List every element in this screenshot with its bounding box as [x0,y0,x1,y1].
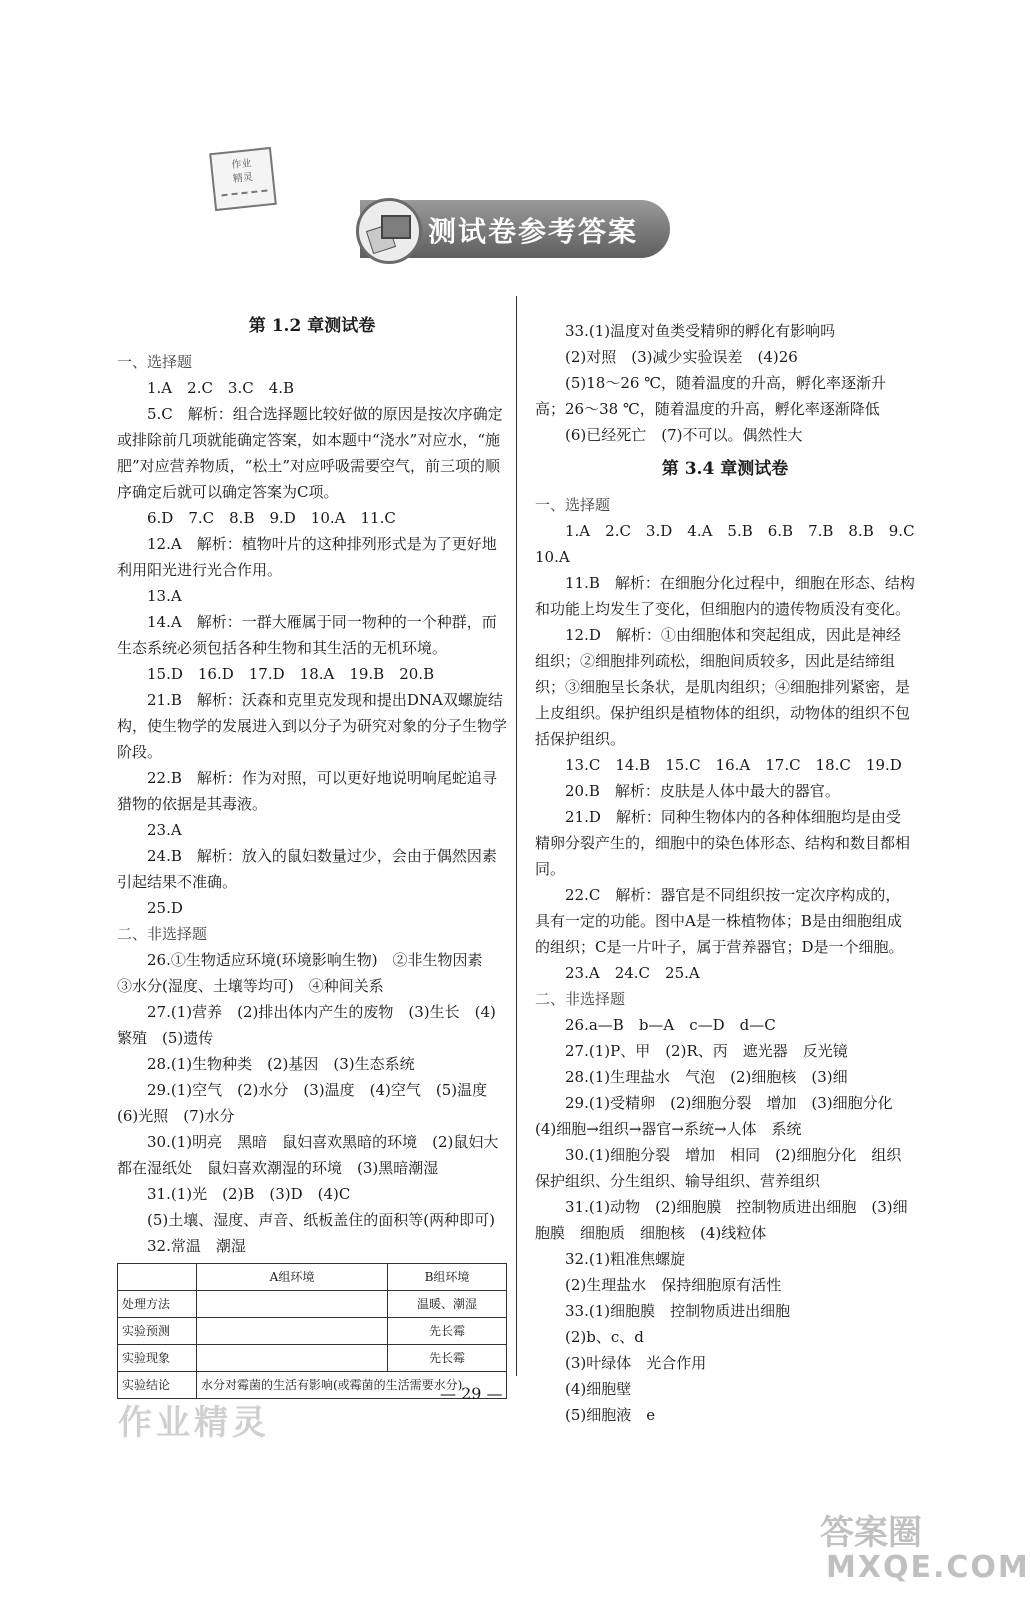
answer-line: 28.(1)生理盐水 气泡 (2)细胞核 (3)细 [565,1068,848,1086]
table-row [118,1318,507,1345]
answer-line: 27.(1)P、甲 (2)R、丙 遮光器 反光镜 [565,1042,848,1060]
answer-line: 31.(1)光 (2)B (3)D (4)C [147,1185,351,1203]
answer-line: (2)b、c、d [565,1328,644,1346]
answer-line: 15.D 16.D 17.D 18.A 19.B 20.B [147,665,435,683]
left-column [117,305,507,1399]
answer-line: 5.C 解析：组合选择题比较好做的原因是按次序确定或排除前几项就能确定答案，如本题中“浇水”对应水，“施肥”对应营养物质，“松土”对应呼吸需要空气，前三项的顺序确定后就可以确定答案为C项。 [117,405,503,501]
answer-line: (4)细胞壁 [565,1380,632,1398]
table-cell: 实验现象 [118,1345,197,1372]
watermark-text: 作业精灵 [118,1403,270,1443]
answer-line: 11.B 解析：在细胞分化过程中，细胞在形态、结构和功能上均发生了变化，但细胞内的遗传物质没有变化。 [535,574,915,618]
table-cell [197,1318,388,1345]
section-title-1-2: 第 1.2 章测试卷 [248,316,376,336]
answer-line: 25.D [147,899,183,917]
answer-line: 6.D 7.C 8.B 9.D 10.A 11.C [147,509,396,527]
answer-line: 14.A 解析：一群大雁属于同一物种的一个种群，而生态系统必须包括各种生物和其生活的无机环境。 [117,613,497,657]
answer-line: 24.B 解析：放入的鼠妇数量过少，会由于偶然因素引起结果不准确。 [117,847,497,891]
left-answers [117,349,507,1259]
answer-line: (6)已经死亡 (7)不可以。偶然性大 [565,426,803,444]
table-cell: 实验结论 [118,1372,197,1399]
answer-line: (5)细胞液 e [565,1406,656,1424]
section-subheading: 二、非选择题 [117,925,208,943]
right-top-answers [535,318,915,448]
answer-line: (5)18～26 ℃，随着温度的升高，孵化率逐渐升高；26～38 ℃，随着温度的升高，孵化率逐渐降低 [535,374,886,418]
table-cell [197,1291,388,1318]
answer-line: 32.(1)粗准焦螺旋 [565,1250,686,1268]
answer-line: (2)对照 (3)减少实验误差 (4)26 [565,348,798,366]
answer-line: 21.B 解析：沃森和克里克发现和提出DNA双螺旋结构，使生物学的发展进入到以分子为研究对象的分子生物学阶段。 [117,691,508,761]
section-subheading: 一、选择题 [535,496,611,514]
answer-line: 23.A [147,821,182,839]
table-header-row [118,1264,507,1291]
table-row [118,1291,507,1318]
table-cell-conclusion: 水分对霉菌的生活有影响(或霉菌的生活需要水分) [197,1372,507,1399]
experiment-table [117,1263,507,1399]
answer-line: 23.A 24.C 25.A [565,964,700,982]
page-number: — 29 — [440,1384,503,1403]
answer-line: 33.(1)细胞膜 控制物质进出细胞 [565,1302,791,1320]
banner-title: 测试卷参考答案 [428,215,639,248]
answer-line: (2)生理盐水 保持细胞原有活性 [565,1276,782,1294]
table-cell: 先长霉 [388,1345,507,1372]
answer-line: 1.A 2.C 3.C 4.B [147,379,295,397]
stamp-text-1: 作业 [230,158,253,172]
stamp-text-2: 精灵 [232,171,254,186]
answer-line: 13.C 14.B 15.C 16.A 17.C 18.C 19.D [565,756,902,774]
table-cell: 处理方法 [118,1291,197,1318]
right-column [535,318,930,1428]
answer-line: 31.(1)动物 (2)细胞膜 控制物质进出细胞 (3)细胞膜 细胞质 细胞核 (4)线粒体 [535,1198,908,1242]
section-subheading: 二、非选择题 [535,990,626,1008]
section-subheading: 一、选择题 [117,353,193,371]
answer-line: 32.常温 潮湿 [147,1237,246,1255]
answer-line: 12.A 解析：植物叶片的这种排列形式是为了更好地利用阳光进行光合作用。 [117,535,497,579]
answer-line: 13.A [147,587,182,605]
table-header-cell: A组环境 [197,1264,388,1291]
stamp-bar [221,190,268,203]
table-row [118,1345,507,1372]
right-answers [535,492,930,1428]
answer-line: 26.①生物适应环境(环境影响生物) ②非生物因素 ③水分(湿度、土壤等均可) ④种间关系 [117,951,498,995]
answer-line: 20.B 解析：皮肤是人体中最大的器官。 [565,782,840,800]
answer-line: 12.D 解析：①由细胞体和突起组成，因此是神经组织；②细胞排列疏松，细胞间质较多，因此是结缔组织；③细胞呈长条状，是肌肉组织；④细胞排列紧密，是上皮组织。保护组织是植物体的组织，动物体的组织不包括保护组织。 [535,626,911,748]
answer-line: 22.B 解析：作为对照，可以更好地说明响尾蛇追寻猎物的依据是其毒液。 [117,769,497,813]
answer-line: 22.C 解析：器官是不同组织按一定次序构成的，具有一定的功能。图中A是一株植物体；B是由细胞组成的组织；C是一片叶子，属于营养器官；D是一个细胞。 [535,886,904,956]
answer-line: 29.(1)受精卵 (2)细胞分裂 增加 (3)细胞分化 (4)细胞→组织→器官→系统→人体 系统 [535,1094,908,1138]
computer-icon [356,198,422,264]
watermark-logo: 答案圈 [820,1513,922,1553]
table-cell: 先长霉 [388,1318,507,1345]
answer-line: (3)叶绿体 光合作用 [565,1354,707,1372]
answer-line: 30.(1)明亮 黑暗 鼠妇喜欢黑暗的环境 (2)鼠妇大都在湿纸处 鼠妇喜欢潮湿的环境 (3)黑暗潮湿 [117,1133,499,1177]
watermark-url: MXQE.COM [826,1550,1030,1585]
logo-stamp [209,147,277,211]
answer-line: 21.D 解析：同种生物体内的各种体细胞均是由受精卵分裂产生的，细胞中的染色体形态、结构和数目都相同。 [535,808,911,878]
answer-line: (5)土壤、湿度、声音、纸板盖住的面积等(两种即可) [147,1211,495,1229]
answer-line: 29.(1)空气 (2)水分 (3)温度 (4)空气 (5)温度 (6)光照 (7)水分 [117,1081,503,1125]
table-header-cell [118,1264,197,1291]
answer-line: 27.(1)营养 (2)排出体内产生的废物 (3)生长 (4)繁殖 (5)遗传 [117,1003,496,1047]
table-cell: 实验预测 [118,1318,197,1345]
answer-line: 28.(1)生物种类 (2)基因 (3)生态系统 [147,1055,415,1073]
section-title-3-4: 第 3.4 章测试卷 [661,459,789,479]
screen-shape [381,215,411,239]
table-header-cell: B组环境 [388,1264,507,1291]
answer-line: 26.a—B b—A c—D d—C [565,1016,776,1034]
answer-line: 33.(1)温度对鱼类受精卵的孵化有影响吗 [565,322,836,340]
table-cell: 温暖、潮湿 [388,1291,507,1318]
table-cell [197,1345,388,1372]
answer-line: 1.A 2.C 3.D 4.A 5.B 6.B 7.B 8.B 9.C 10.A [535,522,930,566]
column-divider [516,296,517,1376]
answer-line: 30.(1)细胞分裂 增加 相同 (2)细胞分化 组织 保护组织、分生组织、输导组织、营养组织 [535,1146,917,1190]
